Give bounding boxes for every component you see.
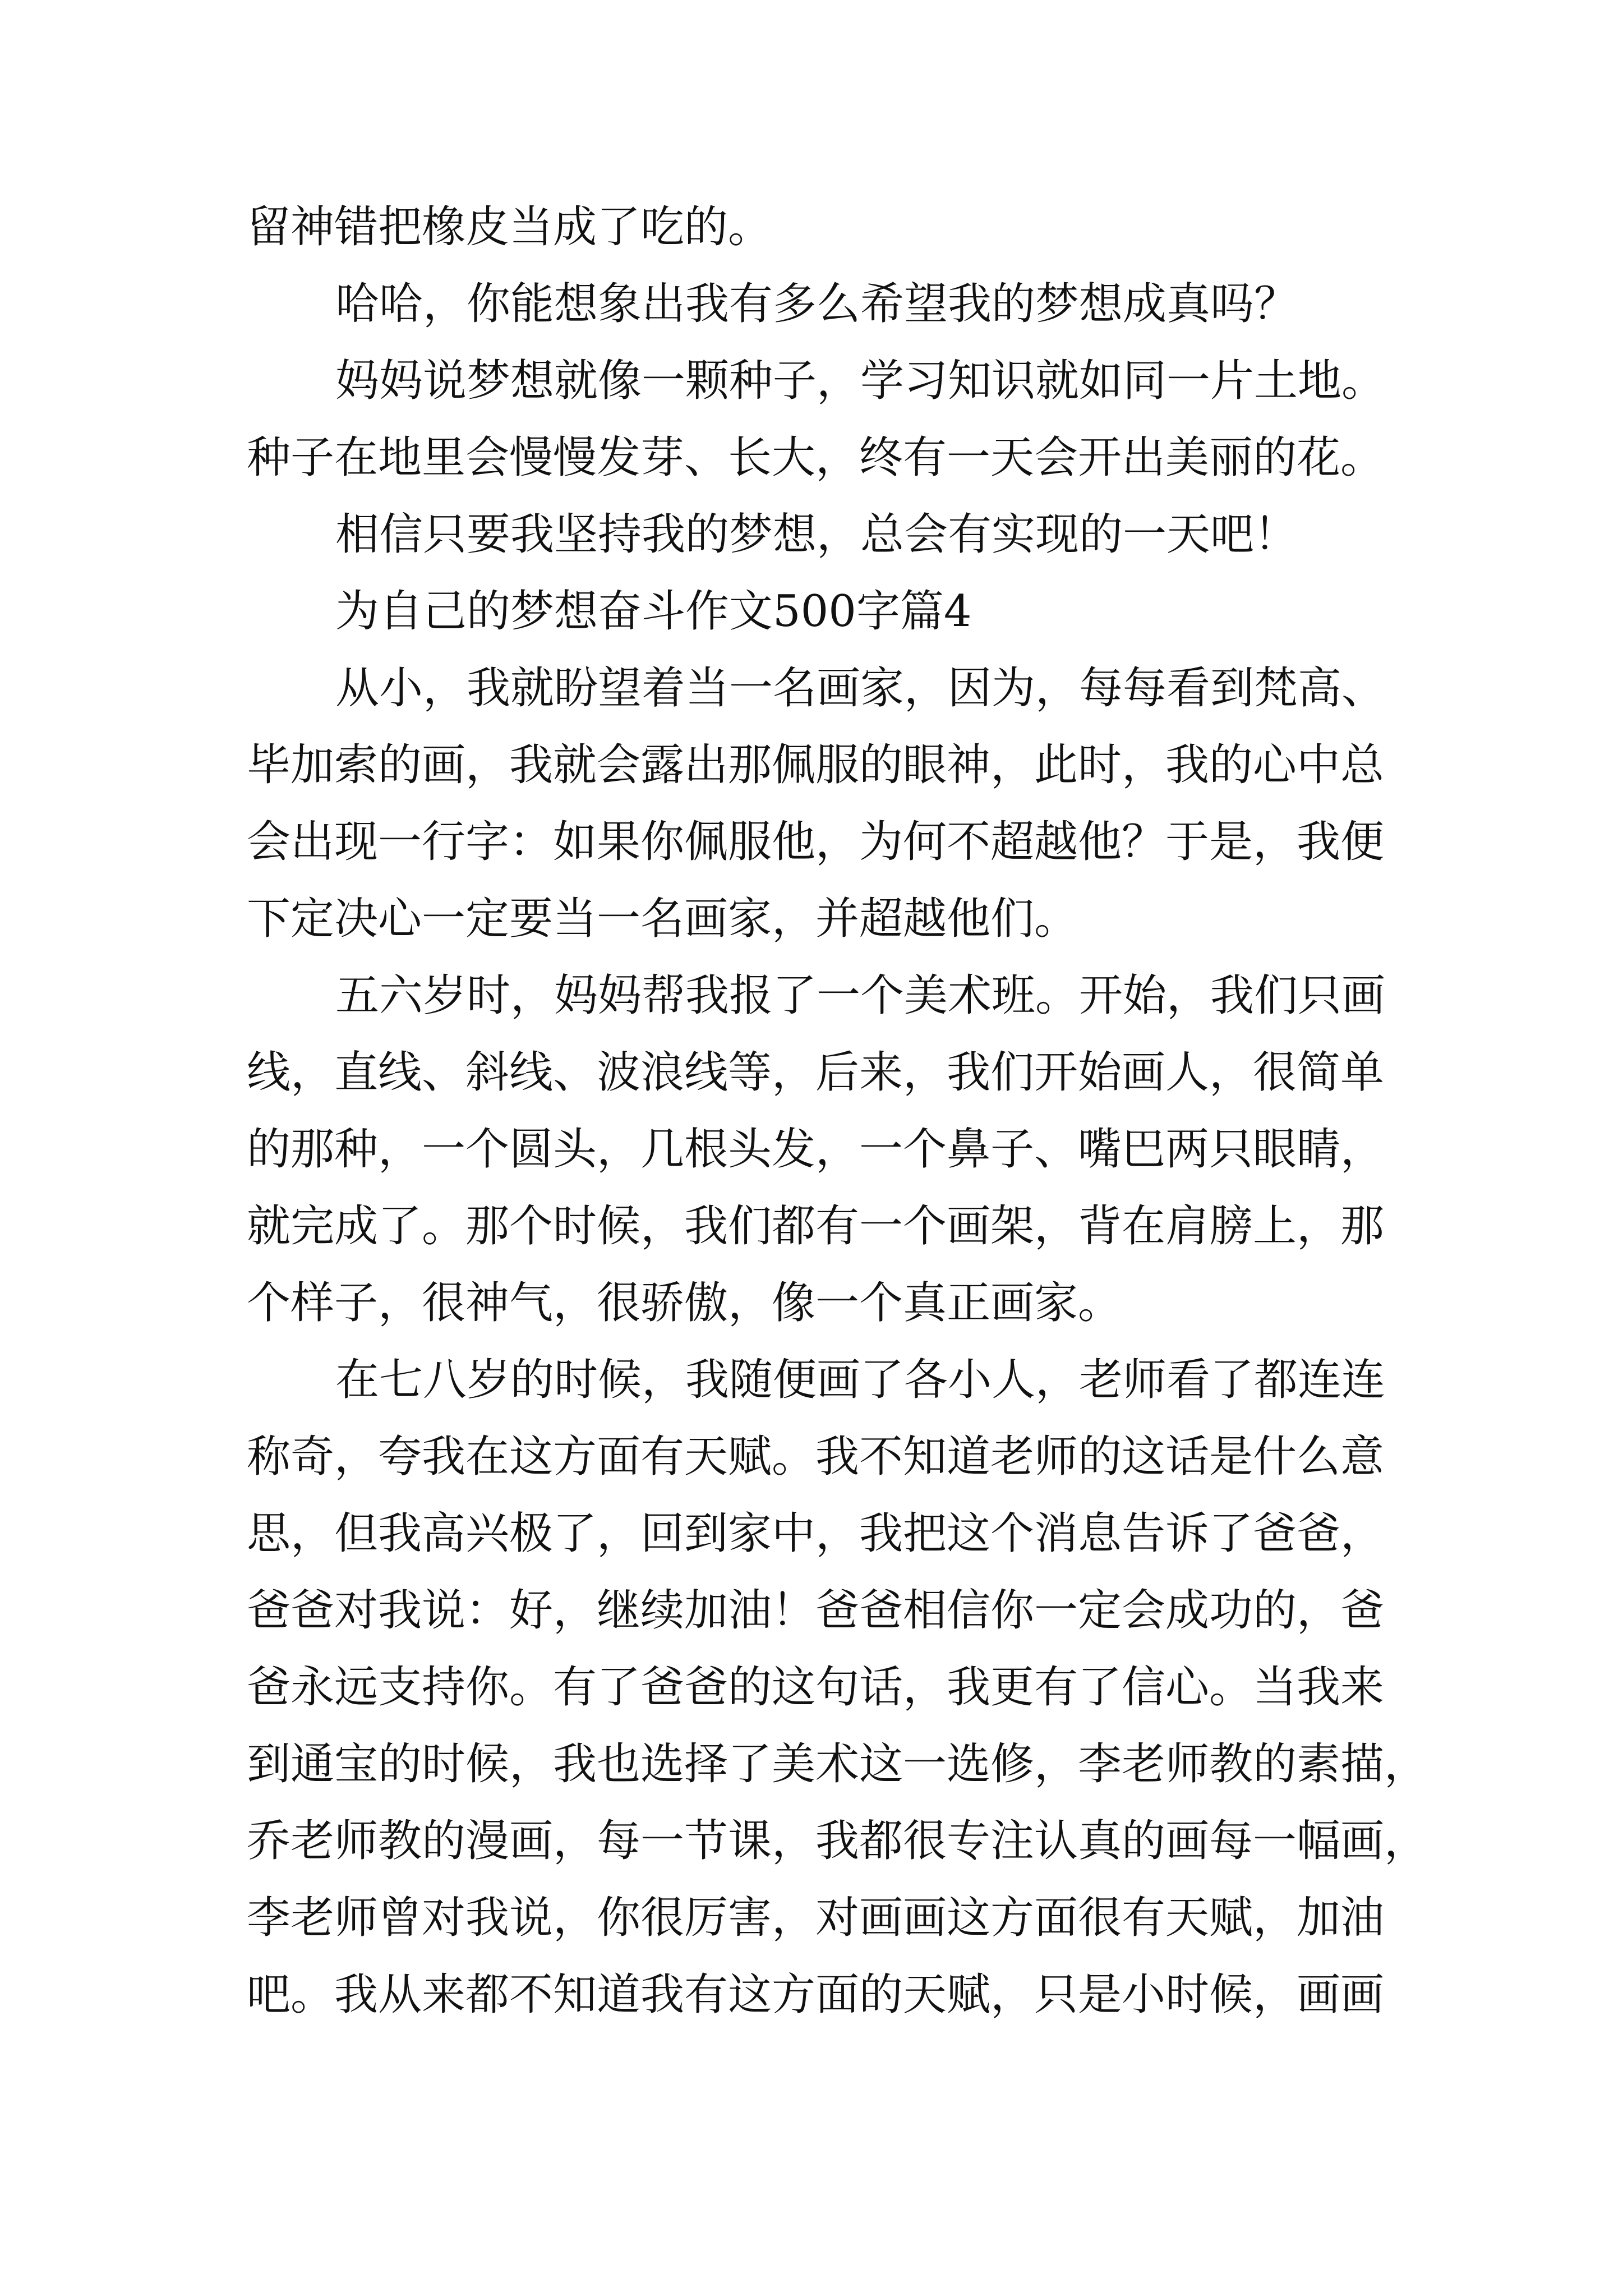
text-line: 线，直线、斜线、波浪线等，后来，我们开始画人，很简单 [247, 1047, 1385, 1098]
text-line: 吧。我从来都不知道我有这方面的天赋，只是小时候，画画 [247, 1970, 1385, 2020]
text-line: 会出现一行字：如果你佩服他，为何不超越他？于是，我便 [247, 817, 1385, 867]
text-line: 毕加索的画，我就会露出那佩服的眼神，此时，我的心中总 [247, 740, 1385, 790]
text-line: 妈妈说梦想就像一颗种子，学习知识就如同一片土地。 [335, 356, 1386, 406]
text-line: 五六岁时，妈妈帮我报了一个美术班。开始，我们只画 [335, 970, 1386, 1021]
text-line: 爸永远支持你。有了爸爸的这句话，我更有了信心。当我来 [247, 1662, 1385, 1713]
text-line: 称奇，夸我在这方面有天赋。我不知道老师的这话是什么意 [247, 1432, 1385, 1482]
text-line: 下定决心一定要当一名画家，并超越他们。 [247, 894, 1078, 944]
section-heading: 为自己的梦想奋斗作文500字篇4 [335, 586, 972, 637]
text-line: 爸爸对我说：好，继续加油！爸爸相信你一定会成功的，爸 [247, 1585, 1385, 1636]
text-line: 乔老师教的漫画，每一节课，我都很专注认真的画每一幅画， [247, 1816, 1428, 1866]
text-line: 种子在地里会慢慢发芽、长大，终有一天会开出美丽的花。 [247, 432, 1385, 483]
text-line: 留神错把橡皮当成了吃的。 [247, 202, 772, 252]
text-line: 从小，我就盼望着当一名画家，因为，每每看到梵高、 [335, 663, 1386, 714]
text-line: 的那种，一个圆头，几根头发，一个鼻子、嘴巴两只眼睛， [247, 1124, 1385, 1175]
text-line: 到通宝的时候，我也选择了美术这一选修，李老师教的素描， [247, 1739, 1428, 1789]
text-line: 就完成了。那个时候，我们都有一个画架，背在肩膀上，那 [247, 1201, 1385, 1251]
text-line: 李老师曾对我说，你很厉害，对画画这方面很有天赋，加油 [247, 1893, 1385, 1943]
text-line: 在七八岁的时候，我随便画了各小人，老师看了都连连 [335, 1355, 1386, 1405]
text-line: 思，但我高兴极了，回到家中，我把这个消息告诉了爸爸， [247, 1508, 1385, 1559]
text-line: 个样子，很神气，很骄傲，像一个真正画家。 [247, 1278, 1122, 1328]
text-line: 相信只要我坚持我的梦想，总会有实现的一天吧！ [335, 509, 1298, 560]
text-line: 哈哈，你能想象出我有多么希望我的梦想成真吗？ [335, 279, 1298, 329]
